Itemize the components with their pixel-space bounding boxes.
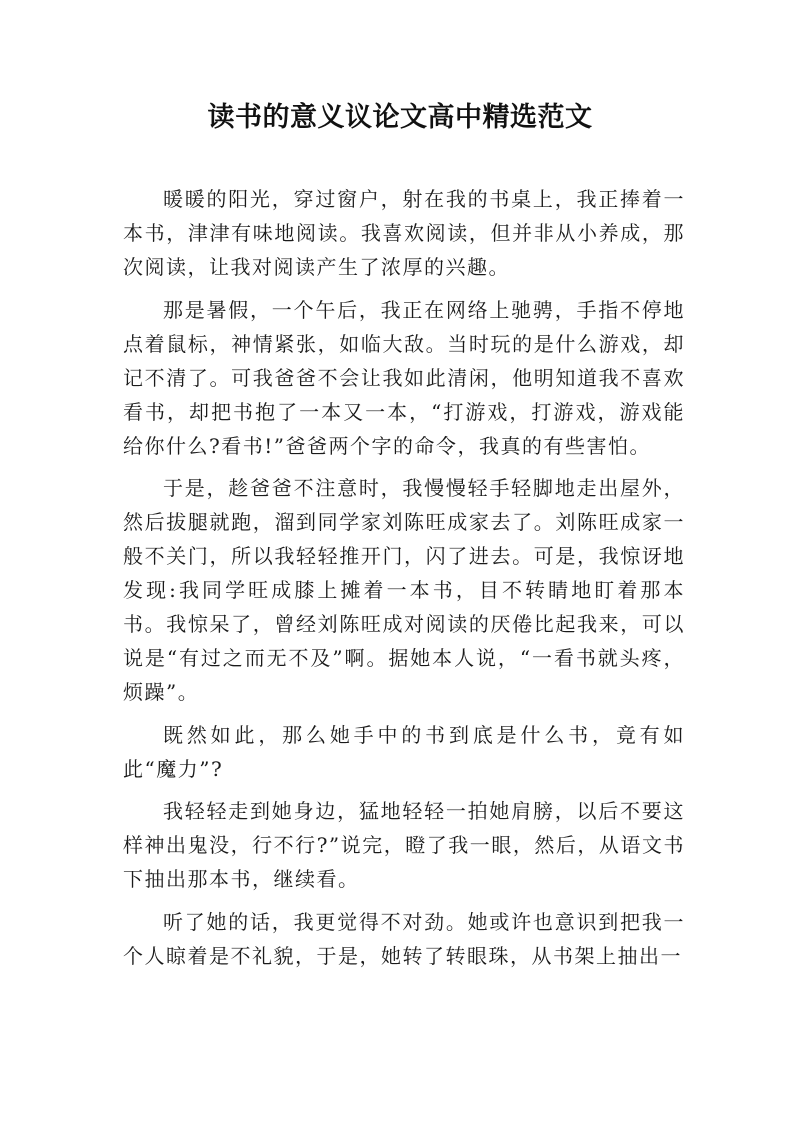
paragraph: 于是，趁爸爸不注意时，我慢慢轻手轻脚地走出屋外，然后拔腿就跑，溜到同学家刘陈旺成家去了。刘陈旺成家一般不关门，所以我轻轻推开门，闪了进去。可是，我惊讶地发现:我同学旺成膝上摊着一本书，目不转睛地盯着那本书。我惊呆了，曾经刘陈旺成对阅读的厌倦比起我来，可以说是“有过之而无不及”啊。据她本人说，“一看书就头疼，烦躁”。 bbox=[123, 476, 685, 704]
paragraph: 暖暖的阳光，穿过窗户，射在我的书桌上，我正捧着一本书，津津有味地阅读。我喜欢阅读，但并非从小养成，那次阅读，让我对阅读产生了浓厚的兴趣。 bbox=[123, 187, 685, 279]
document-title: 读书的意义议论文高中精选范文 bbox=[207, 102, 593, 133]
paragraph: 听了她的话，我更觉得不对劲。她或许也意识到把我一个人晾着是不礼貌，于是，她转了转眼珠，从书架上抽出一 bbox=[123, 909, 685, 968]
paragraph: 我轻轻走到她身边，猛地轻轻一拍她肩膀，以后不要这样神出鬼没，行不行?”说完，瞪了我一眼，然后，从语文书下抽出那本书，继续看。 bbox=[123, 799, 685, 891]
paragraph: 既然如此，那么她手中的书到底是什么书，竟有如此“魔力”? bbox=[123, 722, 685, 781]
paragraph: 那是暑假，一个午后，我正在网络上驰骋，手指不停地点着鼠标，神情紧张，如临大敌。当时玩的是什么游戏，却记不清了。可我爸爸不会让我如此清闲，他明知道我不喜欢看书，却把书抱了一本又一本，“打游戏，打游戏，游戏能给你什么?看书!”爸爸两个字的命令，我真的有些害怕。 bbox=[123, 297, 685, 458]
document-body bbox=[123, 182, 685, 981]
